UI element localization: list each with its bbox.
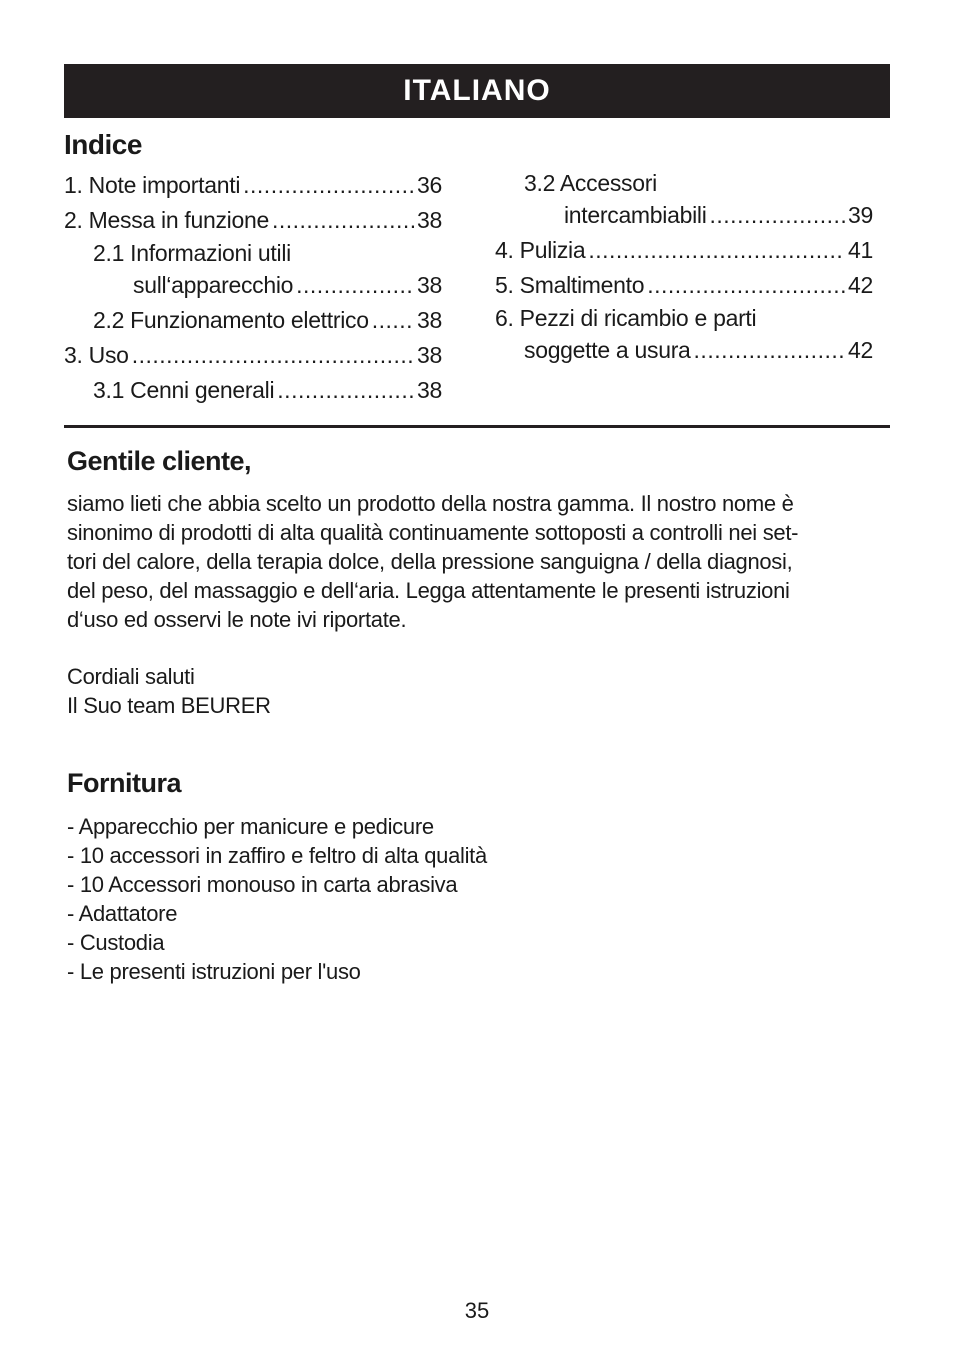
toc-entry-page: 36 xyxy=(417,172,442,198)
toc-entry-page: 39 xyxy=(848,202,873,228)
toc-entry-text-line1: 3.2 Accessori xyxy=(524,170,657,196)
toc-leader-dots xyxy=(277,373,414,408)
toc-leader-dots xyxy=(372,303,414,338)
toc-entry-text: sull‘apparecchio xyxy=(133,272,294,298)
toc-entry-3-1 xyxy=(64,373,442,408)
closing-text: Cordiali saluti xyxy=(67,664,195,689)
toc-entry-text: 2.2 Funzionamento elettrico xyxy=(93,307,369,333)
toc-entry-page: 38 xyxy=(417,342,442,368)
supply-list xyxy=(67,812,487,986)
toc-leader-dots xyxy=(272,203,414,238)
toc-entry-5 xyxy=(495,268,873,303)
toc-entry-2-1 xyxy=(64,238,442,303)
language-header-bar xyxy=(64,64,890,118)
signature-text: Il Suo team BEURER xyxy=(67,693,271,718)
toc-entry-page: 38 xyxy=(417,307,442,333)
list-item: - Custodia xyxy=(67,930,165,955)
toc-entry-3 xyxy=(64,338,442,373)
toc-entry-text: soggette a usura xyxy=(524,337,691,363)
toc-leader-dots xyxy=(588,233,845,268)
greeting-line: sinonimo di prodotti di alta qualità continuamente sottoposti a controlli nei set- xyxy=(67,520,799,545)
language-title: ITALIANO xyxy=(403,74,551,107)
toc-entry-2-2 xyxy=(64,303,442,338)
toc-entry-text: 5. Smaltimento xyxy=(495,272,645,298)
list-item: - Adattatore xyxy=(67,901,178,926)
toc-leader-dots xyxy=(694,333,845,368)
toc-title: Indice xyxy=(64,129,142,160)
greeting-line: siamo lieti che abbia scelto un prodotto della nostra gamma. Il nostro nome è xyxy=(67,491,794,516)
page-number: 35 xyxy=(464,1298,490,1323)
section-divider xyxy=(64,425,890,428)
toc-entry-text: 4. Pulizia xyxy=(495,237,586,263)
toc-entry-1 xyxy=(64,168,442,203)
toc-entry-text: 1. Note importanti xyxy=(64,172,241,198)
list-item: - 10 accessori in zaffiro e feltro di alta qualità xyxy=(67,843,487,868)
toc-entry-text: 3.1 Cenni generali xyxy=(93,377,275,403)
list-item: - 10 Accessori monouso in carta abrasiva xyxy=(67,872,458,897)
toc-left-column xyxy=(64,168,442,408)
toc-entry-text: 2. Messa in funzione xyxy=(64,207,269,233)
toc-leader-dots xyxy=(647,268,845,303)
toc-leader-dots xyxy=(710,198,846,233)
toc-entry-4 xyxy=(495,233,873,268)
greeting-line: del peso, del massaggio e dell‘aria. Legga attentamente le presenti istruzioni xyxy=(67,578,790,603)
toc-leader-dots xyxy=(132,338,414,373)
toc-entry-2 xyxy=(64,203,442,238)
greeting-line: d‘uso ed osservi le note ivi riportate. xyxy=(67,607,407,632)
toc-entry-text-line1: 2.1 Informazioni utili xyxy=(93,240,291,266)
toc-entry-3-2 xyxy=(495,168,873,233)
toc-entry-page: 38 xyxy=(417,272,442,298)
toc-entry-page: 42 xyxy=(848,272,873,298)
toc-entry-6 xyxy=(495,303,873,368)
toc-right-column xyxy=(495,168,873,368)
list-item: - Apparecchio per manicure e pedicure xyxy=(67,814,434,839)
toc-entry-page: 42 xyxy=(848,337,873,363)
toc-entry-text: 3. Uso xyxy=(64,342,129,368)
toc-entry-text-line1: 6. Pezzi di ricambio e parti xyxy=(495,305,757,331)
toc-entry-page: 38 xyxy=(417,207,442,233)
greeting-line: tori del calore, della terapia dolce, della pressione sanguigna / della diagnosi, xyxy=(67,549,793,574)
toc-entry-page: 41 xyxy=(848,237,873,263)
toc-entry-text: intercambiabili xyxy=(564,202,707,228)
list-item: - Le presenti istruzioni per l'uso xyxy=(67,959,361,984)
greeting-paragraph xyxy=(67,489,887,634)
supply-title: Fornitura xyxy=(67,768,181,798)
toc-entry-page: 38 xyxy=(417,377,442,403)
greeting-title: Gentile cliente, xyxy=(67,446,252,476)
toc-leader-dots xyxy=(296,268,414,303)
toc-leader-dots xyxy=(243,168,414,203)
greeting-signoff xyxy=(67,662,887,720)
